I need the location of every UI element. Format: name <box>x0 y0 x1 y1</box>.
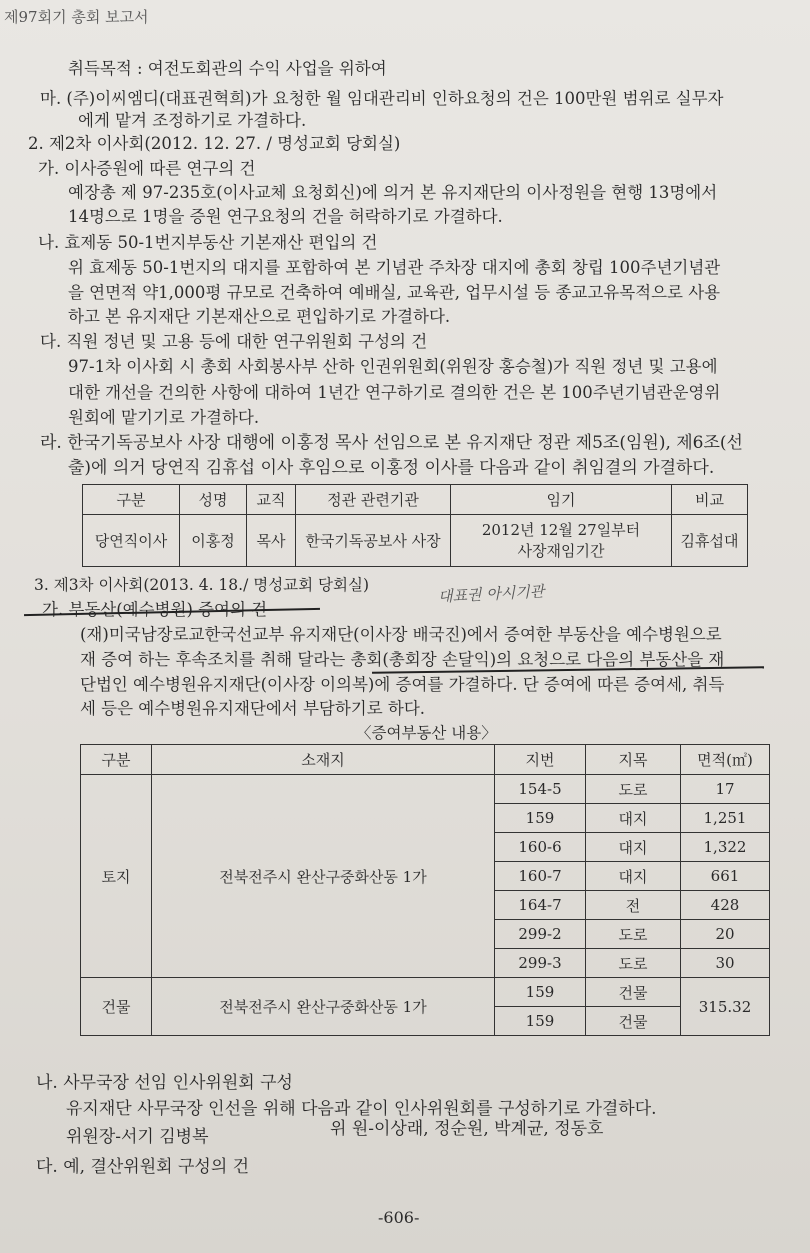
lot-number: 159 <box>495 978 586 1007</box>
land-type: 건물 <box>586 978 681 1007</box>
category-cell-land: 토지 <box>81 775 152 978</box>
lot-number: 299-3 <box>495 949 586 978</box>
lot-number: 159 <box>495 804 586 833</box>
running-header: 제97회기 총회 보고서 <box>4 8 149 26</box>
text-line: 하고 본 유지재단 기본재산으로 편입하기로 가결하다. <box>68 307 451 326</box>
land-type: 도로 <box>586 920 681 949</box>
item-heading: 다. 예, 결산위원회 구성의 건 <box>36 1157 250 1177</box>
table-cell-term <box>451 515 672 567</box>
location-cell: 전북전주시 완산구중화산동 1가 <box>152 978 495 1036</box>
text-line: 유지재단 사무국장 인선을 위해 다음과 같이 인사위원회를 구성하기로 가결하다. <box>66 1099 657 1119</box>
text-line: 에게 맡겨 조정하기로 가결하다. <box>78 111 307 130</box>
lot-number: 164-7 <box>495 891 586 920</box>
text-line: 위 원-이상래, 정순원, 박계균, 정동호 <box>330 1119 604 1139</box>
land-type: 도로 <box>586 949 681 978</box>
term-start: 2012년 12월 27일부터 <box>481 520 641 539</box>
lot-number: 299-2 <box>495 920 586 949</box>
text-line: 취득목적 : 여전도회관의 수익 사업을 위하여 <box>68 59 387 78</box>
text-line: 위 효제동 50-1번지의 대지를 포함하여 본 기념관 주차장 대지에 총회 창립 100주년기념관 <box>68 258 721 277</box>
property-table <box>80 744 770 1036</box>
col-header: 구분 <box>81 745 152 775</box>
item-heading: 다. 직원 정년 및 고용 등에 대한 연구위원회 구성의 건 <box>40 332 428 351</box>
item-heading: 가. 부동산(예수병원) 증여의 건 <box>42 600 268 619</box>
area: 1,322 <box>681 833 770 862</box>
lot-number: 160-6 <box>495 833 586 862</box>
area: 661 <box>681 862 770 891</box>
land-type: 건물 <box>586 1007 681 1036</box>
land-type: 대지 <box>586 804 681 833</box>
term-end: 사장재임기간 <box>517 541 605 560</box>
col-header: 교직 <box>247 485 296 515</box>
lot-number: 159 <box>495 1007 586 1036</box>
area: 428 <box>681 891 770 920</box>
land-type: 대지 <box>586 862 681 891</box>
col-header: 지번 <box>495 745 586 775</box>
officer-table <box>82 484 748 567</box>
page-number: -606- <box>378 1208 420 1227</box>
text-line: 재 증여 하는 후속조치를 취해 달라는 총회(총회장 손달익)의 요청으로 다음의 부동산을 재 <box>80 650 725 669</box>
area: 17 <box>681 775 770 804</box>
category-cell-building: 건물 <box>81 978 152 1036</box>
text-line: 97-1차 이사회 시 총회 사회봉사부 산하 인권위원회(위원장 홍승철)가 직원 정년 및 고용에 <box>68 357 718 376</box>
table-caption: 〈증여부동산 내용〉 <box>356 724 497 742</box>
area: 1,251 <box>681 804 770 833</box>
location-cell: 전북전주시 완산구중화산동 1가 <box>152 775 495 978</box>
text-line: 예장총 제 97-235호(이사교체 요청회신)에 의거 본 유지재단의 이사정원을 현행 13명에서 <box>68 183 718 202</box>
text-line: 단법인 예수병원유지재단(이사장 이의복)에 증여를 가결하다. 단 증여에 따른 증여세, 취득 <box>80 675 725 694</box>
section-heading: 3. 제3차 이사회(2013. 4. 18./ 명성교회 당회실) <box>34 576 370 594</box>
text-line: 세 등은 예수병원유지재단에서 부담하기로 하다. <box>80 699 426 718</box>
col-header: 지목 <box>586 745 681 775</box>
text-line: 14명으로 1명을 증원 연구요청의 건을 허락하기로 가결하다. <box>68 207 503 226</box>
col-header: 소재지 <box>152 745 495 775</box>
text-line: 위원장-서기 김병복 <box>66 1127 209 1147</box>
text-line: (재)미국남장로교한국선교부 유지재단(이사장 배국진)에서 증여한 부동산을 예수병원으로 <box>80 625 722 644</box>
handwritten-annotation: 대표권 아시기관 <box>437 582 545 606</box>
land-type: 대지 <box>586 833 681 862</box>
lot-number: 154-5 <box>495 775 586 804</box>
table-cell: 김휴섭대 <box>672 515 748 567</box>
col-header: 비교 <box>672 485 748 515</box>
col-header: 성명 <box>180 485 247 515</box>
area: 20 <box>681 920 770 949</box>
col-header: 구분 <box>83 485 180 515</box>
col-header: 임기 <box>451 485 672 515</box>
area: 30 <box>681 949 770 978</box>
lot-number: 160-7 <box>495 862 586 891</box>
item-heading: 가. 이사증원에 따른 연구의 건 <box>38 159 256 178</box>
text-line: 을 연면적 약1,000평 규모로 건축하여 예배실, 교육관, 업무시설 등 종교고유목적으로 사용 <box>68 283 721 302</box>
text-line: 대한 개선을 건의한 사항에 대하여 1년간 연구하기로 결의한 건은 본 100주년기념관운영위 <box>68 383 721 402</box>
text-line: 출)에 의거 당연직 김휴섭 이사 후임으로 이홍정 이사를 다음과 같이 취임결의 가결하다. <box>68 458 715 478</box>
land-type: 도로 <box>586 775 681 804</box>
item-heading: 나. 사무국장 선임 인사위원회 구성 <box>36 1073 293 1093</box>
area: 315.32 <box>681 978 770 1036</box>
table-cell: 목사 <box>247 515 296 567</box>
col-header: 정관 관련기관 <box>296 485 451 515</box>
text-line: 원회에 맡기기로 가결하다. <box>68 408 260 427</box>
col-header: 면적(㎡) <box>681 745 770 775</box>
text-line: 마. (주)이씨엠디(대표권혁희)가 요청한 월 임대관리비 인하요청의 건은 100만원 범위로 실무자 <box>40 89 724 108</box>
table-cell: 이홍정 <box>180 515 247 567</box>
item-heading: 나. 효제동 50-1번지부동산 기본재산 편입의 건 <box>38 233 378 252</box>
section-heading: 2. 제2차 이사회(2012. 12. 27. / 명성교회 당회실) <box>28 134 401 153</box>
item-heading: 라. 한국기독공보사 사장 대행에 이홍정 목사 선임으로 본 유지재단 정관 제5조(임원), 제6조(선 <box>40 433 743 453</box>
land-type: 전 <box>586 891 681 920</box>
table-cell: 한국기독공보사 사장 <box>296 515 451 567</box>
table-cell: 당연직이사 <box>83 515 180 567</box>
